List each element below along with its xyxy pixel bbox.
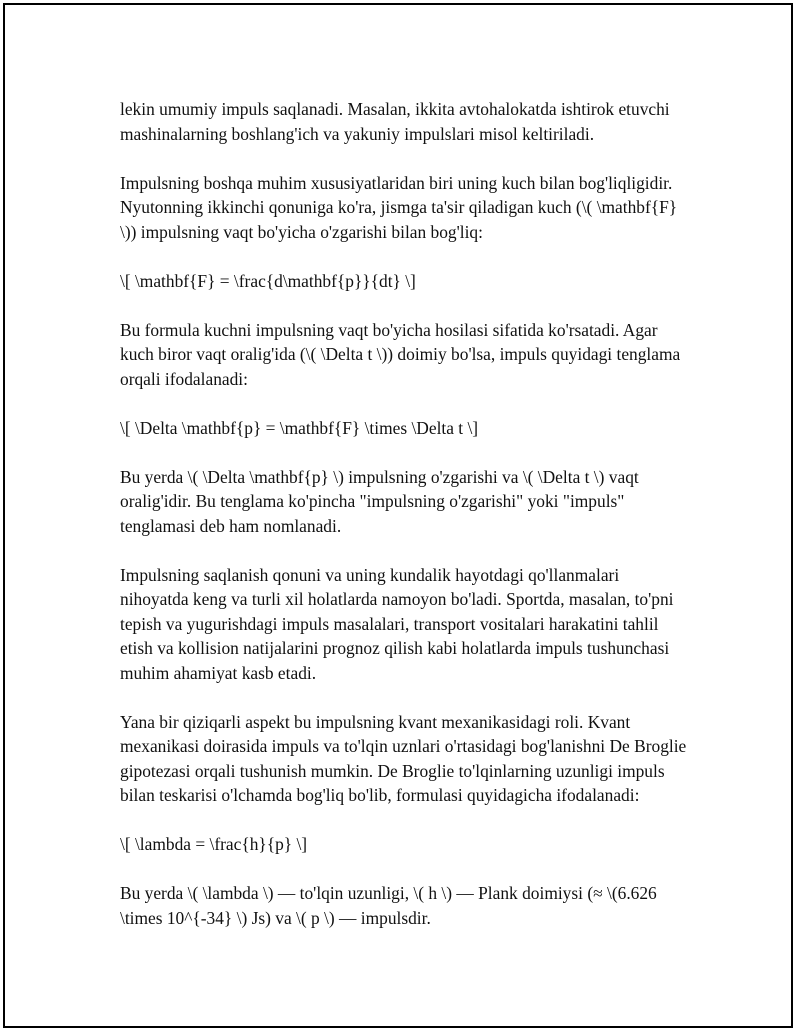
paragraph-impulse-equation: Bu yerda \( \Delta \mathbf{p} \) impulsning o'zgarishi va \( \Delta t \) vaqt oralig'idir. Bu tenglama ko'pincha "impulsning o'zgarishi" yoki "impuls" tenglamasi deb ham nomlanadi. [120,466,639,536]
document-body [120,97,690,955]
paragraph-symbols: Bu yerda \( \lambda \) — to'lqin uzunligi, \( h \) — Plank doimiysi (≈ \(6.626 \times 10^{-34} \) Js) va \( p \) — impulsdir. [120,883,657,928]
formula-impulse-change: \[ \Delta \mathbf{p} = \mathbf{F} \times \Delta t \] [120,417,479,438]
formula-force: \[ \mathbf{F} = \frac{d\mathbf{p}}{dt} \] [120,270,416,291]
paragraph-derivative: Bu formula kuchni impulsning vaqt bo'yicha hosilasi sifatida ko'rsatadi. Agar kuch biror vaqt oralig'ida (\( \Delta t \)) doimiy bo'lsa, impuls quyidagi tenglama orqali ifodalanadi: [120,319,681,389]
paragraph-intro: lekin umumiy impuls saqlanadi. Masalan, ikkita avtohalokatda ishtirok etuvchi mashinalarning boshlang'ich va yakuniy impulslari misol keltiriladi. [120,99,670,144]
paragraph-applications: Impulsning saqlanish qonuni va uning kundalik hayotdagi qo'llanmalari nihoyatda keng va turli xil holatlarda namoyon bo'ladi. Sportda, masalan, to'pni tepish va yugurishdagi impuls masalalari, transport vositalari harakatini tahlil etish va kollision natijalarini prognoz qilish kabi holatlarda impuls tushunchasi muhim ahamiyat kasb etadi. [120,564,674,683]
formula-de-broglie: \[ \lambda = \frac{h}{p} \] [120,834,308,854]
paragraph-force-relation: Impulsning boshqa muhim xususiyatlaridan biri uning kuch bilan bog'liqligidir. Nyutonning ikkinchi qonuniga ko'ra, jismga ta'sir qiladigan kuch (\( \mathbf{F} \)) impulsning vaqt bo'yicha o'zgarishi bilan bog'liq: [120,172,678,242]
document-page [3,3,793,1028]
paragraph-quantum: Yana bir qiziqarli aspekt bu impulsning kvant mexanikasidagi roli. Kvant mexanikasi doirasida impuls va to'lqin uznlari o'rtasidagi bog'lanishni De Broglie gipotezasi orqali tushunish mumkin. De Broglie to'lqinlarning uzunligi impuls bilan teskarisi o'lchamda bog'liq bo'lib, formulasi quyidagicha ifodalanadi: [120,711,687,805]
